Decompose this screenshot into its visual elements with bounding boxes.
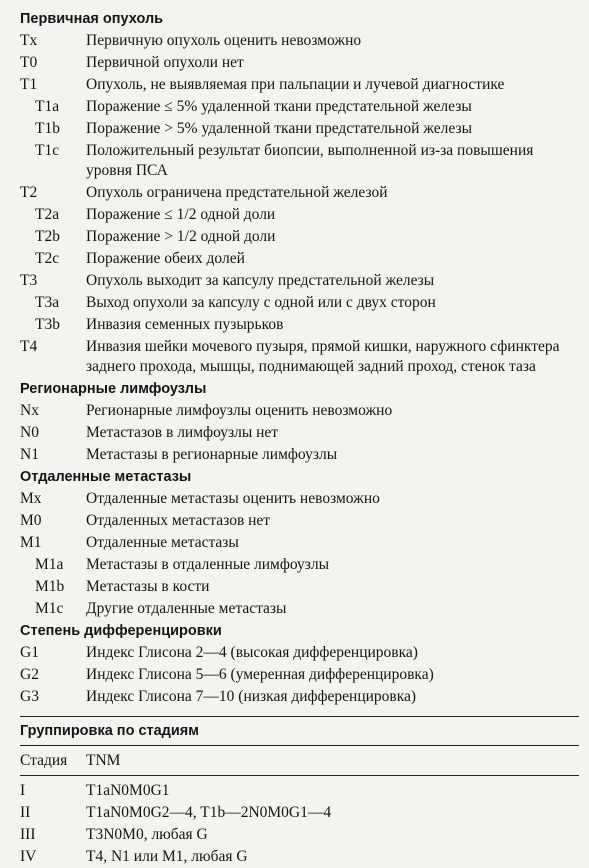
- classification-row: [20, 488, 579, 510]
- classification-row: [20, 686, 579, 708]
- category-code: G2: [20, 666, 39, 683]
- category-code: G3: [20, 688, 39, 705]
- staging-row: [20, 802, 579, 824]
- category-code: G1: [20, 644, 39, 661]
- category-description: Метастазы в регионарные лимфоузлы: [86, 446, 338, 463]
- category-description: Инвазия семенных пузырьков: [86, 316, 284, 333]
- staging-top-rule: [20, 716, 579, 717]
- classification-row: [20, 336, 579, 378]
- category-code: T2c: [35, 250, 60, 267]
- classification-row: [20, 248, 579, 270]
- classification-row: [20, 96, 579, 118]
- category-description: Регионарные лимфоузлы оценить невозможно: [86, 402, 393, 419]
- classification-sections: [20, 8, 579, 708]
- staging-rows: [20, 780, 579, 868]
- category-code: T3a: [35, 294, 60, 311]
- category-description: Опухоль, не выявляемая при пальпации и лучевой диагностике: [86, 76, 505, 93]
- category-description: Инвазия шейки мочевого пузыря, прямой кишки, наружного сфинктера заднего прохода, мышцы, поднимающей задний проход, стенок таза: [86, 338, 560, 375]
- category-description: Индекс Глисона 2—4 (высокая дифференцировка): [86, 644, 418, 661]
- category-code: N1: [20, 446, 39, 463]
- classification-row: [20, 664, 579, 686]
- classification-row: [20, 554, 579, 576]
- stage-number: III: [20, 826, 36, 843]
- staging-row: [20, 780, 579, 802]
- stage-number: IV: [20, 848, 37, 865]
- staging-row: [20, 846, 579, 868]
- stage-tnm: T1aN0M0G1: [86, 782, 170, 799]
- category-description: Отдаленные метастазы оценить невозможно: [86, 490, 380, 507]
- category-description: Опухоль выходит за капсулу предстательной железы: [86, 272, 435, 289]
- classification-row: [20, 52, 579, 74]
- category-description: Отдаленные метастазы: [86, 534, 239, 551]
- classification-row: [20, 576, 579, 598]
- classification-row: [20, 400, 579, 422]
- category-code: T2: [20, 184, 38, 201]
- category-code: N0: [20, 424, 39, 441]
- classification-row: [20, 182, 579, 204]
- category-code: T1c: [35, 142, 60, 159]
- category-code: T2b: [35, 228, 60, 245]
- classification-row: [20, 226, 579, 248]
- stage-tnm: T3N0M0, любая G: [86, 826, 208, 843]
- classification-row: [20, 314, 579, 336]
- category-code: T1a: [35, 98, 60, 115]
- category-description: Поражение обеих долей: [86, 250, 245, 267]
- stage-tnm: T1aN0M0G2—4, T1b—2N0M0G1—4: [86, 804, 332, 821]
- classification-row: [20, 118, 579, 140]
- staging-header-rule: [20, 775, 579, 776]
- section-title: Регионарные лимфоузлы: [20, 381, 207, 397]
- section-title: Отдаленные метастазы: [20, 469, 192, 485]
- category-description: Метастазы в отдаленные лимфоузлы: [86, 556, 330, 573]
- category-description: Опухоль ограничена предстательной железой: [86, 184, 388, 201]
- category-code: T1b: [35, 120, 60, 137]
- category-code: Nx: [20, 402, 39, 419]
- category-code: T1: [20, 76, 38, 93]
- classification-row: [20, 74, 579, 96]
- classification-row: [20, 140, 579, 182]
- category-code: Mx: [20, 490, 42, 507]
- category-code: M1c: [35, 600, 64, 617]
- stage-number: II: [20, 804, 31, 821]
- category-code: M0: [20, 512, 42, 529]
- category-code: M1: [20, 534, 42, 551]
- category-description: Поражение > 5% удаленной ткани предстательной железы: [86, 120, 472, 137]
- classification-row: [20, 642, 579, 664]
- staging-row: [20, 824, 579, 846]
- classification-row: [20, 444, 579, 466]
- category-description: Поражение ≤ 1/2 одной доли: [86, 206, 276, 223]
- staging-title: Группировка по стадиям: [20, 723, 199, 739]
- section-title: Степень дифференцировки: [20, 623, 222, 639]
- category-description: Первичную опухоль оценить невозможно: [86, 32, 362, 49]
- staging-header-row: [20, 750, 579, 772]
- category-code: M1b: [35, 578, 65, 595]
- category-description: Другие отдаленные метастазы: [86, 600, 287, 617]
- category-code: T3: [20, 272, 38, 289]
- category-code: T2a: [35, 206, 60, 223]
- stage-tnm: T4, N1 или M1, любая G: [86, 848, 248, 865]
- category-description: Поражение ≤ 5% удаленной ткани предстательной железы: [86, 98, 472, 115]
- classification-row: [20, 292, 579, 314]
- category-code: T4: [20, 338, 38, 355]
- category-description: Отдаленных метастазов нет: [86, 512, 271, 529]
- category-description: Выход опухоли за капсулу с одной или с двух сторон: [86, 294, 436, 311]
- category-description: Метастазы в кости: [86, 578, 210, 595]
- category-code: M1a: [35, 556, 64, 573]
- classification-row: [20, 270, 579, 292]
- category-description: Положительный результат биопсии, выполненной из-за повышения уровня ПСА: [86, 142, 534, 179]
- category-description: Поражение > 1/2 одной доли: [86, 228, 276, 245]
- staging-col-tnm: TNM: [86, 752, 121, 769]
- classification-row: [20, 532, 579, 554]
- category-code: Tx: [20, 32, 38, 49]
- classification-row: [20, 598, 579, 620]
- staging-col-stage: Стадия: [20, 752, 68, 769]
- category-description: Индекс Глисона 5—6 (умеренная дифференцировка): [86, 666, 434, 683]
- staging-title-rule: [20, 745, 579, 746]
- classification-row: [20, 204, 579, 226]
- classification-row: [20, 510, 579, 532]
- stage-number: I: [20, 782, 26, 799]
- section-title: Первичная опухоль: [20, 11, 164, 27]
- category-code: T3b: [35, 316, 60, 333]
- category-code: T0: [20, 54, 38, 71]
- category-description: Первичной опухоли нет: [86, 54, 244, 71]
- category-description: Индекс Глисона 7—10 (низкая дифференцировка): [86, 688, 417, 705]
- category-description: Метастазов в лимфоузлы нет: [86, 424, 279, 441]
- classification-row: [20, 422, 579, 444]
- classification-row: [20, 30, 579, 52]
